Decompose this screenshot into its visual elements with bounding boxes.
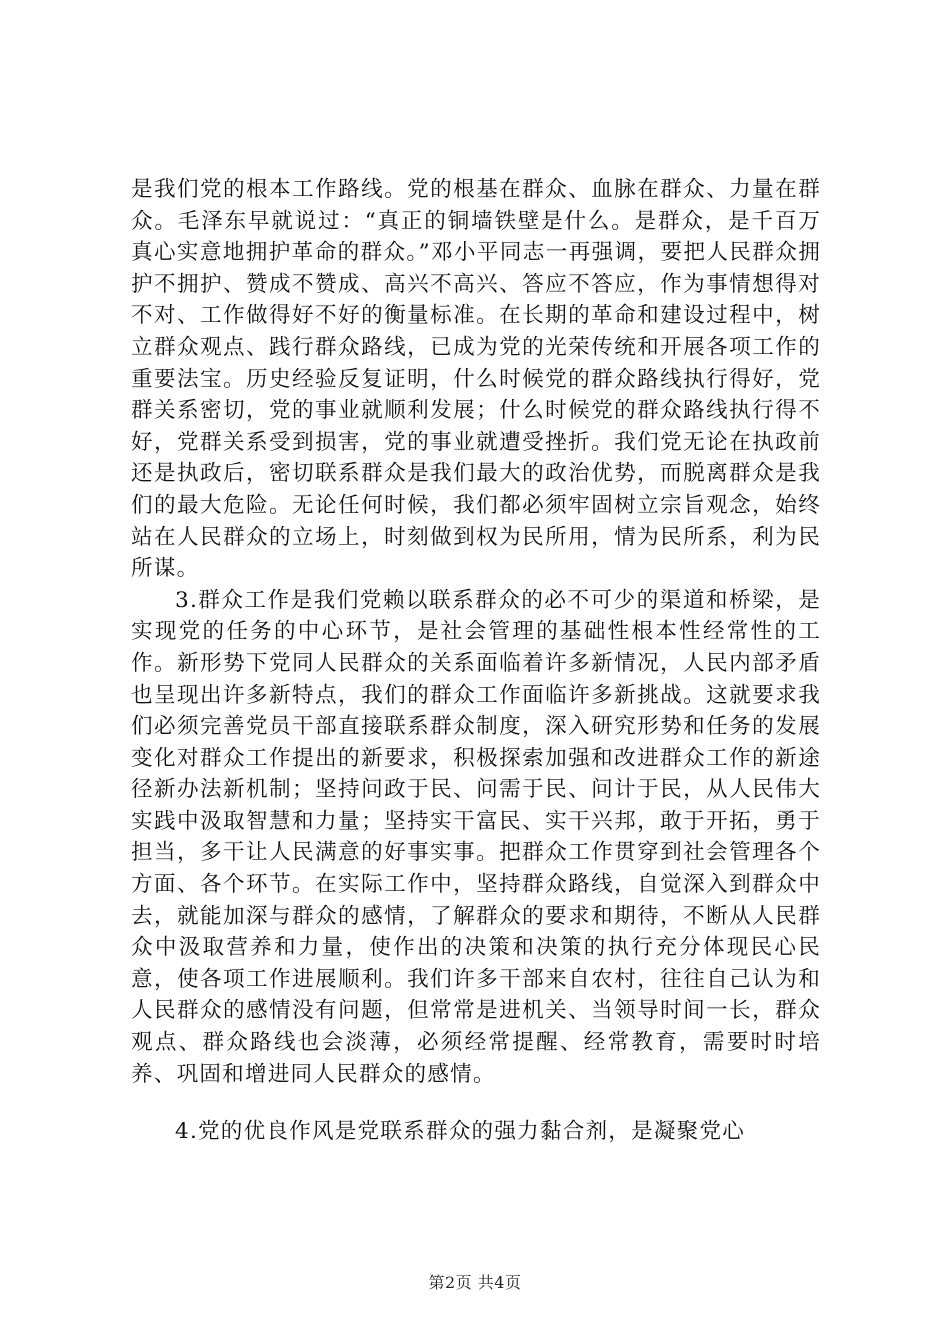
- paragraph-continuation: 是我们党的根本工作路线。党的根基在群众、血脉在群众、力量在群众。毛泽东早就说过：“真正的铜墙铁壁是什么。是群众，是千百万真心实意地拥护革命的群众。”邓小平同志一再强调，要把人民群众拥护不拥护、赞成不赞成、高兴不高兴、答应不答应，作为事情想得对不对、工作做得好不好的衡量标准。在长期的革命和建设过程中，树立群众观点、践行群众路线，已成为党的光荣传统和开展各项工作的重要法宝。历史经验反复证明，什么时候党的群众路线执行得好，党群关系密切，党的事业就顺利发展；什么时候党的群众路线执行得不好，党群关系受到损害，党的事业就遭受挫折。我们党无论在执政前还是执政后，密切联系群众是我们最大的政治优势，而脱离群众是我们的最大危险。无论任何时候，我们都必须牢固树立宗旨观念，始终站在人民群众的立场上，时刻做到权为民所用，情为民所系，利为民所谋。: [131, 177, 821, 582]
- paragraph-point-3: 3.群众工作是我们党赖以联系群众的必不可少的渠道和桥梁，是实现党的任务的中心环节，是社会管理的基础性根本性经常性的工作。新形势下党同人民群众的关系面临着许多新情况，人民内部矛盾也呈现出许多新特点，我们的群众工作面临许多新挑战。这就要求我们必须完善党员干部直接联系群众制度，深入研究形势和任务的发展变化对群众工作提出的新要求，积极探索加强和改进群众工作的新途径新办法新机制；坚持问政于民、问需于民、问计于民，从人民伟大实践中汲取智慧和力量；坚持实干富民、实干兴邦，敢于开拓，勇于担当，多干让人民满意的好事实事。把群众工作贯穿到社会管理各个方面、各个环节。在实际工作中，坚持群众路线，自觉深入到群众中去，就能加深与群众的感情，了解群众的要求和期待，不断从人民群众中汲取营养和力量，使作出的决策和决策的执行充分体现民心民意，使各项工作进展顺利。我们许多干部来自农村，往往自己认为和人民群众的感情没有问题，但常常是进机关、当领导时间一长，群众观点、群众路线也会淡薄，必须经常提醒、经常教育，需要时时培养、巩固和增进同人民群众的感情。: [131, 587, 821, 1087]
- paragraph-point-4: 4.党的优良作风是党联系群众的强力黏合剂，是凝聚党心: [175, 1119, 746, 1145]
- document-body: [131, 174, 821, 1148]
- paragraph-gap: [131, 1090, 821, 1116]
- page-number-footer: 第2页 共4页: [428, 1273, 522, 1292]
